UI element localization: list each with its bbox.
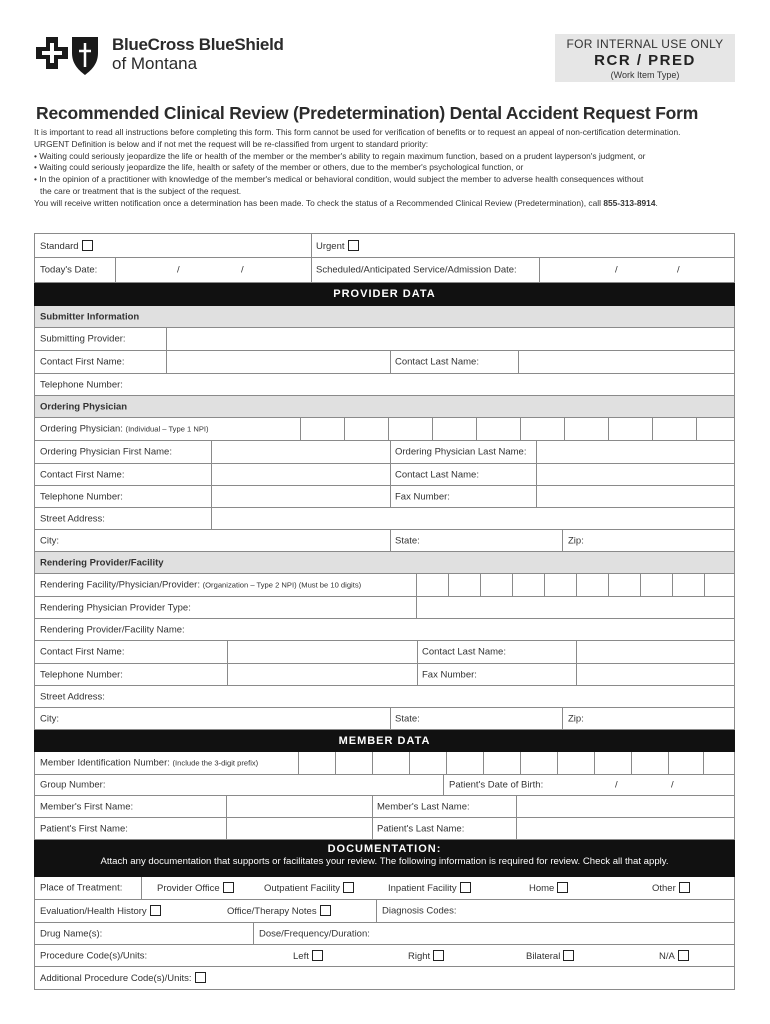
rendering-npi-box-10[interactable] — [704, 574, 736, 596]
member-id-row: Member Identification Number: (Include the 3-digit prefix) — [34, 752, 735, 775]
rendering-phone-row: Telephone Number: Fax Number: — [34, 664, 735, 686]
right-option[interactable]: Right — [408, 950, 444, 962]
submitting-provider-row: Submitting Provider: — [34, 328, 735, 351]
ordering-phone-field[interactable] — [211, 486, 390, 507]
rendering-header: Rendering Provider/Facility — [34, 552, 735, 574]
rendering-npi-box-9[interactable] — [672, 574, 704, 596]
procedure-row: Procedure Code(s)/Units: Left Right Bilateral N/A — [34, 945, 735, 967]
right-checkbox[interactable] — [433, 950, 444, 961]
npi-box-3[interactable] — [388, 418, 432, 440]
dates-row: Today's Date: / / Scheduled/Anticipated Service/Admission Date: / / — [34, 258, 735, 283]
todays-date-label: Today's Date: — [40, 264, 98, 276]
bilateral-checkbox[interactable] — [563, 950, 574, 961]
member-id-box-3[interactable] — [372, 752, 409, 774]
rendering-contact-first-field[interactable] — [227, 641, 417, 663]
member-id-box-8[interactable] — [557, 752, 594, 774]
instructions — [34, 127, 734, 210]
member-id-box-1[interactable] — [298, 752, 335, 774]
submitting-provider-field[interactable] — [166, 328, 736, 350]
eval-history-checkbox[interactable] — [150, 905, 161, 916]
brand-name: BlueCross BlueShield — [112, 35, 284, 54]
form-title: Recommended Clinical Review (Predetermination) Dental Accident Request Form — [36, 103, 699, 123]
member-id-box-7[interactable] — [520, 752, 557, 774]
bilateral-option[interactable]: Bilateral — [526, 950, 574, 962]
home-checkbox[interactable] — [557, 882, 568, 893]
ordering-street-field[interactable] — [211, 508, 736, 529]
service-date-label: Scheduled/Anticipated Service/Admission Date: — [316, 264, 517, 276]
ordering-name-row: Ordering Physician First Name: Ordering Physician Last Name: — [34, 441, 735, 464]
rendering-npi-box-2[interactable] — [448, 574, 480, 596]
ordering-contact-first-field[interactable] — [211, 464, 390, 485]
work-item-code: RCR / PRED — [594, 52, 696, 69]
work-item-type: (Work Item Type) — [610, 70, 680, 80]
documentation-subtitle: Attach any documentation that supports or facilitates your review. The following information is required for review. Check all that apply. — [100, 856, 669, 867]
group-row: Group Number: Patient's Date of Birth: / / — [34, 775, 735, 796]
standard-checkbox[interactable] — [82, 240, 93, 251]
rendering-name-field[interactable] — [416, 619, 736, 640]
status-phone: 855-313-8914 — [603, 197, 656, 208]
ordering-contact-last-field[interactable] — [536, 464, 736, 485]
npi-box-1[interactable] — [300, 418, 344, 440]
npi-box-8[interactable] — [608, 418, 652, 440]
npi-box-7[interactable] — [564, 418, 608, 440]
other-checkbox[interactable] — [679, 882, 690, 893]
rendering-npi-box-6[interactable] — [576, 574, 608, 596]
rendering-npi-box-4[interactable] — [512, 574, 544, 596]
office-notes-checkbox[interactable] — [320, 905, 331, 916]
member-id-box-12[interactable] — [703, 752, 736, 774]
ordering-first-field[interactable] — [211, 441, 390, 463]
rendering-name-row: Rendering Provider/Facility Name: — [34, 619, 735, 641]
member-name-row: Member's First Name: Member's Last Name: — [34, 796, 735, 818]
place-of-treatment-row: Place of Treatment: Provider Office Outpatient Facility Inpatient Facility Home Other — [34, 877, 735, 900]
provider-office-checkbox[interactable] — [223, 882, 234, 893]
priority-row — [34, 233, 735, 258]
home-option[interactable]: Home — [529, 882, 568, 894]
npi-box-4[interactable] — [432, 418, 476, 440]
npi-box-10[interactable] — [696, 418, 736, 440]
rendering-type-field[interactable] — [416, 597, 736, 618]
rendering-fax-field[interactable] — [576, 664, 736, 685]
patient-first-field[interactable] — [226, 818, 372, 839]
left-option[interactable]: Left — [293, 950, 323, 962]
rendering-npi-box-7[interactable] — [608, 574, 640, 596]
documentation-title: DOCUMENTATION: — [327, 843, 442, 855]
eval-history-option[interactable]: Evaluation/Health History — [40, 905, 161, 917]
npi-box-9[interactable] — [652, 418, 696, 440]
inpatient-option[interactable]: Inpatient Facility — [388, 882, 471, 894]
additional-procedure-option[interactable]: Additional Procedure Code(s)/Units: — [40, 972, 206, 984]
internal-use-box — [555, 34, 735, 82]
intro-p3: You will receive written notification once a determination has been made. To check the status of a Recommended Clinical Review (Predetermination), call 855-313-8914. — [34, 197, 658, 208]
member-first-field[interactable] — [226, 796, 372, 817]
intro-p1: It is important to read all instructions before completing this form. This form cannot be used for verification of benefits or to request an appeal of non-certification determination. — [34, 127, 681, 137]
urgent-option[interactable]: Urgent — [316, 240, 359, 252]
member-id-box-4[interactable] — [409, 752, 446, 774]
todays-date-field[interactable] — [115, 258, 311, 282]
submitter-header: Submitter Information — [34, 306, 735, 328]
ordering-phone-row: Telephone Number: Fax Number: — [34, 486, 735, 508]
member-data-bar: MEMBER DATA — [34, 730, 735, 752]
provider-data-bar: PROVIDER DATA — [34, 283, 735, 306]
submitter-contact-last-field[interactable] — [518, 351, 736, 373]
urgent-checkbox[interactable] — [348, 240, 359, 251]
ordering-header: Ordering Physician — [34, 396, 735, 418]
outpatient-option[interactable]: Outpatient Facility — [264, 882, 354, 894]
intro-bullet-2: • Waiting could seriously jeopardize the life, health or safety of the member or others, due to the member's psychological function, or — [34, 162, 524, 173]
member-id-box-11[interactable] — [668, 752, 703, 774]
rendering-npi-row: Rendering Facility/Physician/Provider: (Organization – Type 2 NPI) (Must be 10 digits) — [34, 574, 735, 597]
submitter-phone-row: Telephone Number: — [34, 374, 735, 396]
rendering-type-row: Rendering Physician Provider Type: — [34, 597, 735, 619]
rendering-contact-row: Contact First Name: Contact Last Name: — [34, 641, 735, 664]
patient-name-row: Patient's First Name: Patient's Last Name: — [34, 818, 735, 840]
drug-row: Drug Name(s): Dose/Frequency/Duration: — [34, 923, 735, 945]
ordering-city-row: City: State: Zip: — [34, 530, 735, 552]
additional-procedure-row — [34, 967, 735, 990]
member-id-box-9[interactable] — [594, 752, 631, 774]
standard-option[interactable]: Standard — [40, 240, 93, 252]
rendering-city-row: City: State: Zip: — [34, 708, 735, 730]
rendering-npi-box-8[interactable] — [640, 574, 672, 596]
rendering-npi-box-5[interactable] — [544, 574, 576, 596]
patient-last-field[interactable] — [516, 818, 736, 839]
npi-box-2[interactable] — [344, 418, 388, 440]
ordering-contact-row: Contact First Name: Contact Last Name: — [34, 464, 735, 486]
npi-box-6[interactable] — [520, 418, 564, 440]
rendering-npi-box-3[interactable] — [480, 574, 512, 596]
intro-p2: URGENT Definition is below and if not met the request will be re-classified from urgent to standard priority: — [34, 138, 429, 149]
submitter-contact-row: Contact First Name: Contact Last Name: — [34, 351, 735, 374]
other-option[interactable]: Other — [652, 882, 690, 894]
office-notes-option[interactable]: Office/Therapy Notes — [227, 905, 331, 917]
rendering-phone-field[interactable] — [227, 664, 417, 685]
internal-use-label: FOR INTERNAL USE ONLY — [566, 37, 724, 51]
left-checkbox[interactable] — [312, 950, 323, 961]
intro-bullet-3b: the care or treatment that is the subject of the request. — [40, 185, 242, 196]
ordering-fax-field[interactable] — [536, 486, 736, 507]
member-id-box-10[interactable] — [631, 752, 668, 774]
npi-box-5[interactable] — [476, 418, 520, 440]
na-checkbox[interactable] — [678, 950, 689, 961]
na-option[interactable]: N/A — [659, 950, 689, 962]
service-date-field[interactable] — [539, 258, 736, 282]
submitter-phone-field[interactable] — [166, 374, 736, 395]
inpatient-checkbox[interactable] — [460, 882, 471, 893]
ordering-street-row: Street Address: — [34, 508, 735, 530]
member-id-box-6[interactable] — [483, 752, 520, 774]
member-id-box-5[interactable] — [446, 752, 483, 774]
evaluation-row: Evaluation/Health History Office/Therapy Notes Diagnosis Codes: — [34, 900, 735, 923]
bcbs-logo — [34, 33, 104, 77]
ordering-npi-row: Ordering Physician: (Individual – Type 1 NPI) — [34, 418, 735, 441]
provider-office-option[interactable]: Provider Office — [157, 882, 234, 894]
rendering-street-field[interactable] — [227, 686, 736, 707]
intro-bullet-1: • Waiting could seriously jeopardize the life or health of the member or the member's ability to regain maximum function, based on a prudent layperson's judgment, or — [34, 150, 646, 161]
brand-region: of Montana — [112, 54, 198, 73]
additional-procedure-checkbox[interactable] — [195, 972, 206, 983]
member-last-field[interactable] — [516, 796, 736, 817]
submitter-contact-first-field[interactable] — [166, 351, 390, 373]
rendering-street-row: Street Address: — [34, 686, 735, 708]
member-id-box-2[interactable] — [335, 752, 372, 774]
ordering-last-field[interactable] — [536, 441, 736, 463]
rendering-npi-box-1[interactable] — [416, 574, 448, 596]
documentation-bar — [34, 840, 735, 877]
intro-bullet-3: • In the opinion of a practitioner with knowledge of the member's medical or behavioral condition, would subject the member to adverse health consequences without — [34, 174, 644, 185]
rendering-contact-last-field[interactable] — [576, 641, 736, 663]
outpatient-checkbox[interactable] — [343, 882, 354, 893]
